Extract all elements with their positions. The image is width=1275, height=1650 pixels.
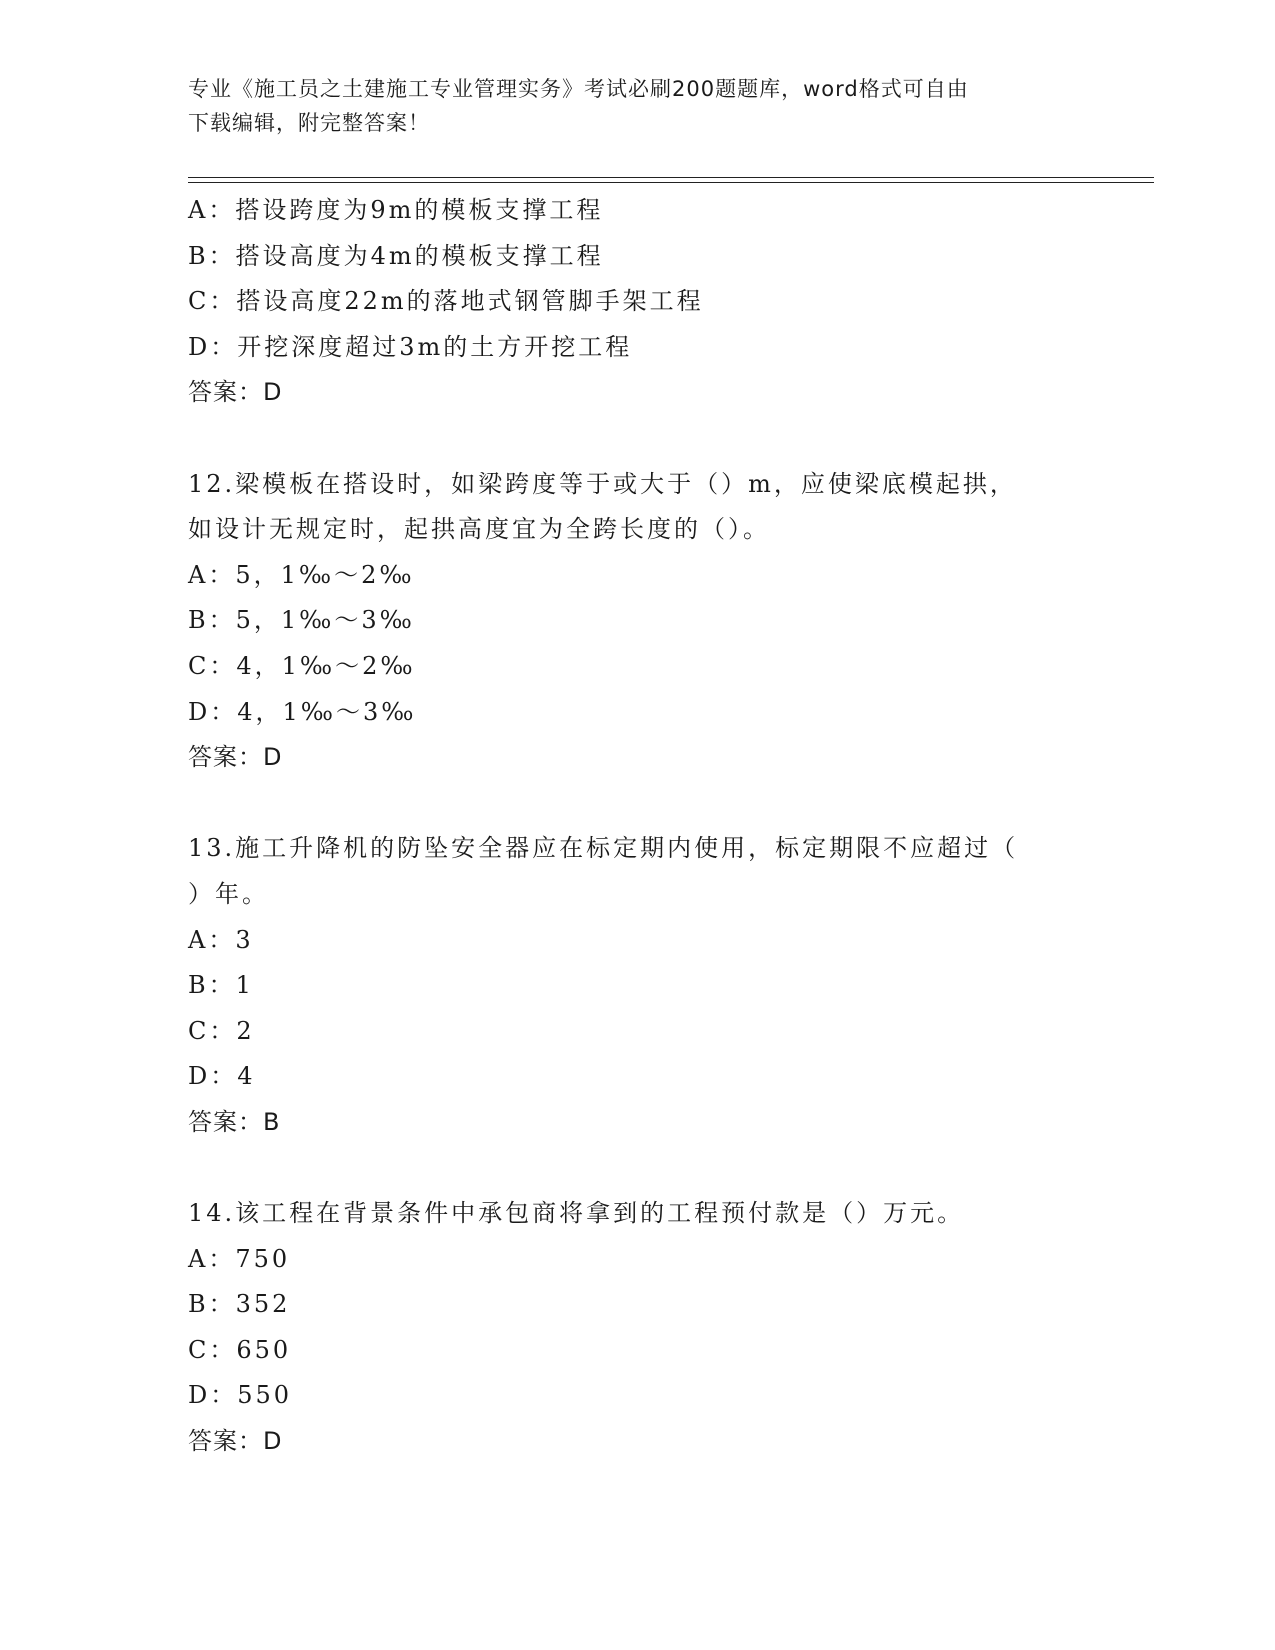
option-c: C：4，1‰～2‰ (188, 651, 416, 680)
spacer (188, 416, 1088, 462)
question-12 (188, 462, 1088, 781)
question-11 (188, 188, 1088, 416)
option-d: D：550 (188, 1381, 293, 1410)
option-b: B：5，1‰～3‰ (188, 606, 415, 635)
question-list (188, 188, 1088, 1465)
option-d: D：4 (188, 1062, 256, 1091)
spacer (188, 1145, 1088, 1191)
option-a: A：3 (188, 925, 254, 954)
header-line-1: 专业《施工员之土建施工专业管理实务》考试必刷200题题库，word格式可自由 (188, 77, 969, 101)
answer: 答案：D (188, 743, 283, 772)
option-a: A：5，1‰～2‰ (188, 560, 415, 589)
question-stem: 13.施工升降机的防坠安全器应在标定期内使用，标定期限不应超过（ (188, 834, 1019, 863)
header-divider-top (188, 177, 1154, 178)
option-a: A：750 (188, 1244, 291, 1273)
spacer (188, 781, 1088, 827)
option-c: C：2 (188, 1016, 255, 1045)
option-d: D：4，1‰～3‰ (188, 697, 417, 726)
header-line-2: 下载编辑，附完整答案！ (188, 111, 430, 135)
question-stem-continued: ）年。 (188, 879, 269, 908)
option-b: B：1 (188, 971, 254, 1000)
question-13 (188, 826, 1088, 1145)
header-divider-bottom (188, 182, 1154, 183)
question-stem: 12.梁模板在搭设时，如梁跨度等于或大于（）m，应使梁底模起拱， (188, 469, 1017, 498)
option-c: C：搭设高度22m的落地式钢管脚手架工程 (188, 287, 704, 316)
option-c: C：650 (188, 1335, 292, 1364)
option-b: B：352 (188, 1290, 291, 1319)
option-b: B：搭设高度为4m的模板支撑工程 (188, 241, 604, 270)
question-stem: 14.该工程在背景条件中承包商将拿到的工程预付款是（）万元。 (188, 1199, 965, 1228)
question-stem-continued: 如设计无规定时，起拱高度宜为全跨长度的（）。 (188, 515, 770, 544)
document-header (188, 72, 1068, 140)
option-a: A：搭设跨度为9m的模板支撑工程 (188, 196, 604, 224)
answer: 答案：B (188, 1107, 281, 1136)
answer: 答案：D (188, 1427, 283, 1456)
question-14 (188, 1191, 1088, 1465)
option-d: D：开挖深度超过3m的土方开挖工程 (188, 332, 633, 361)
answer: 答案：D (188, 378, 283, 407)
